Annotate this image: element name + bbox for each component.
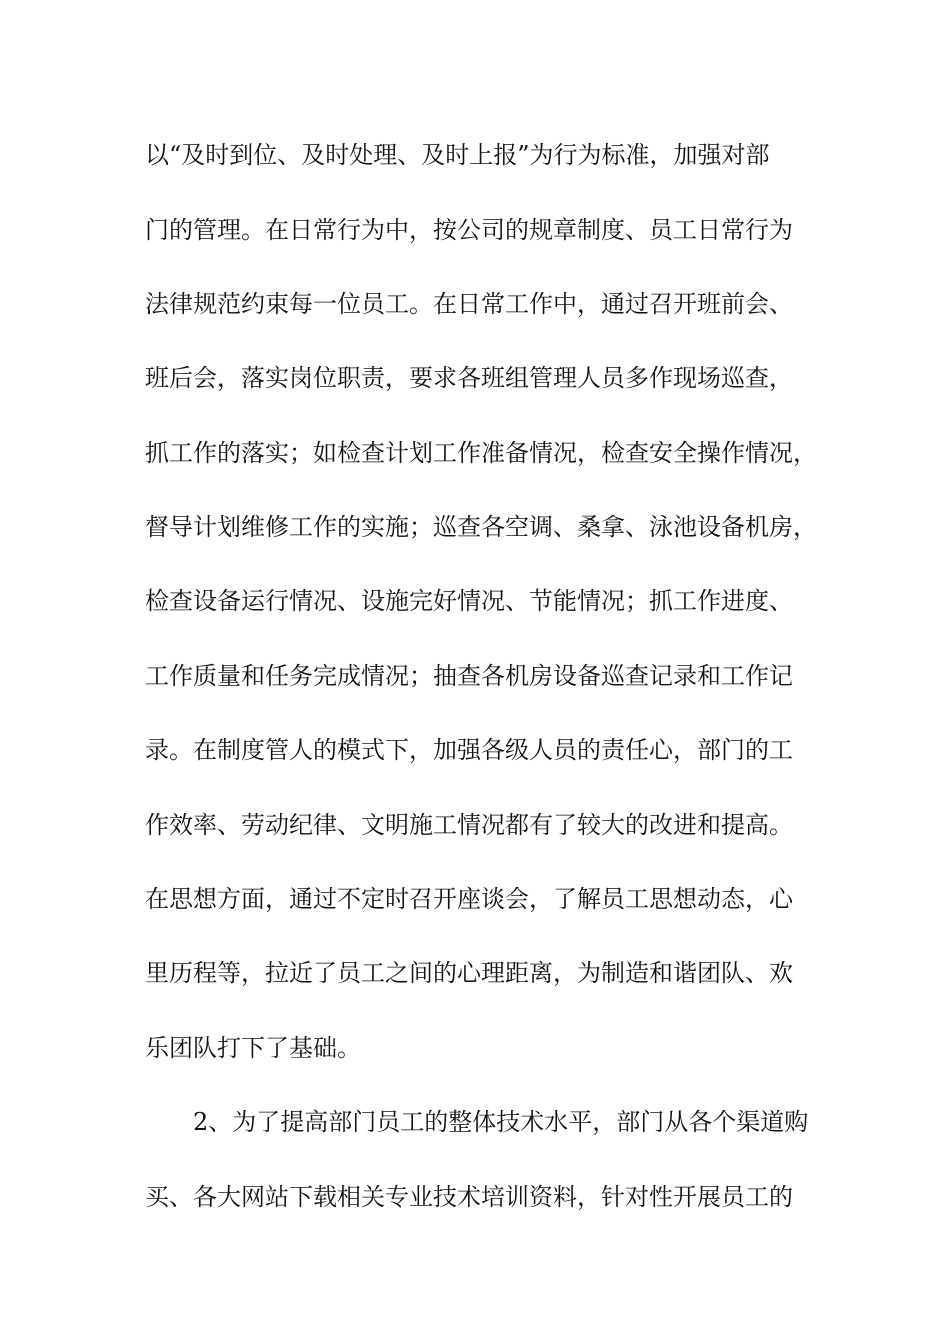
text-line: 以“及时到位、及时处理、及时上报”为行为标准，加强对部 [145, 141, 770, 169]
text-line: 里历程等，拉近了员工之间的心理距离，为制造和谐团队、欢 [145, 959, 793, 987]
text-line: 督导计划维修工作的实施；巡查各空调、桑拿、泳池设备机房， [145, 513, 817, 541]
text-line: 买、各大网站下载相关专业技术培训资料，针对性开展员工的 [145, 1183, 793, 1211]
text-line: 检查设备运行情况、设施完好情况、节能情况；抓工作进度、 [145, 587, 793, 615]
text-line: 乐团队打下了基础。 [145, 1034, 361, 1062]
text-line: 抓工作的落实；如检查计划工作准备情况，检查安全操作情况， [145, 439, 817, 467]
text-line: 工作质量和任务完成情况；抽查各机房设备巡查记录和工作记 [145, 662, 793, 690]
text-line: 班后会，落实岗位职责，要求各班组管理人员多作现场巡查， [145, 364, 793, 392]
text-line: 门的管理。在日常行为中，按公司的规章制度、员工日常行为 [145, 216, 793, 244]
text-line: 在思想方面，通过不定时召开座谈会，了解员工思想动态，心 [145, 885, 793, 913]
text-line: 法律规范约束每一位员工。在日常工作中，通过召开班前会、 [145, 290, 793, 318]
text-line: 作效率、劳动纪律、文明施工情况都有了较大的改进和提高。 [145, 811, 793, 839]
text-line: 2、为了提高部门员工的整体技术水平，部门从各个渠道购 [193, 1108, 809, 1136]
text-line: 录。在制度管人的模式下，加强各级人员的责任心，部门的工 [145, 736, 793, 764]
